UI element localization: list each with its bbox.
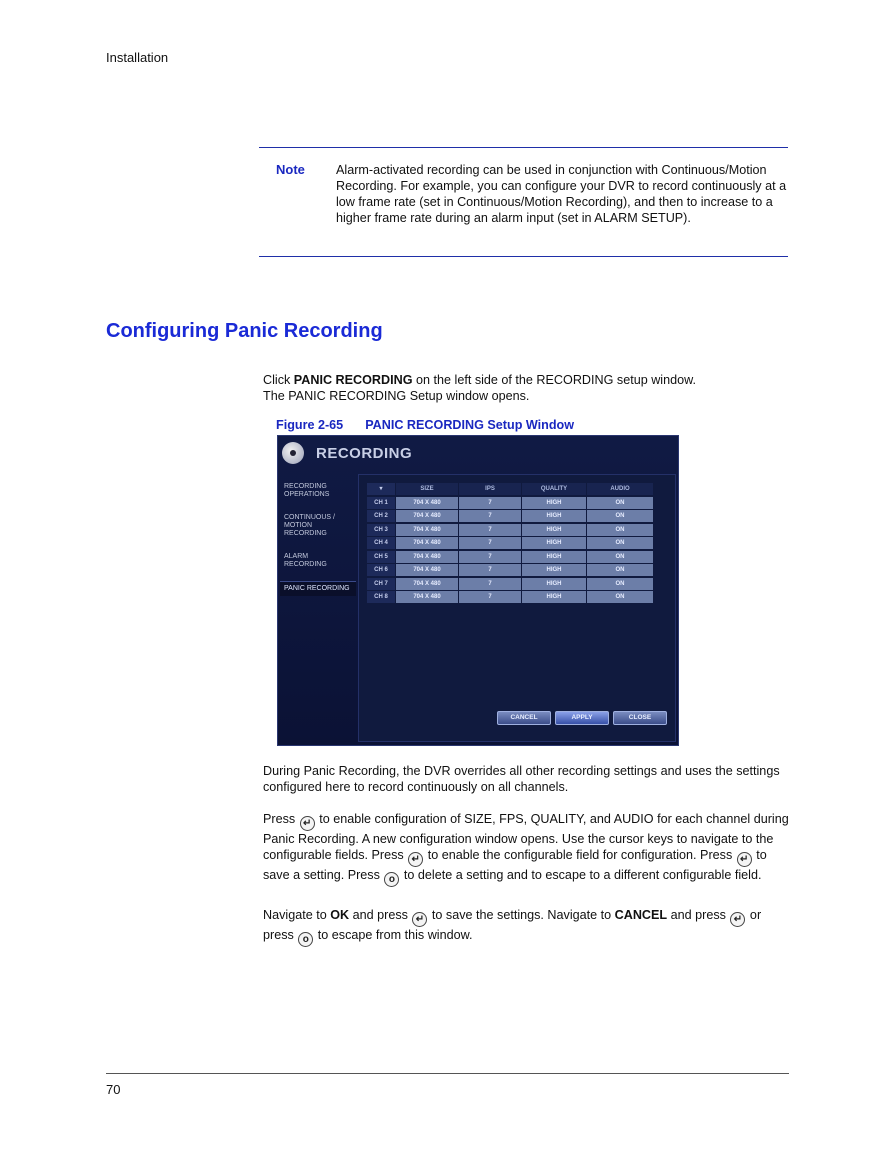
channel-label: CH 1: [367, 497, 395, 509]
ips-cell[interactable]: 7: [459, 524, 521, 536]
channel-settings-grid: [367, 483, 654, 605]
audio-cell[interactable]: ON: [587, 591, 653, 603]
quality-cell[interactable]: HIGH: [522, 591, 586, 603]
channel-row[interactable]: [367, 497, 654, 511]
config-text-4: to save a setting. Press: [263, 848, 767, 882]
audio-cell[interactable]: ON: [587, 551, 653, 563]
select-all-icon[interactable]: ▾: [367, 483, 395, 495]
size-cell[interactable]: 704 X 480: [396, 551, 458, 563]
audio-cell[interactable]: ON: [587, 497, 653, 509]
panic-description-paragraph: During Panic Recording, the DVR overrides all other recording settings and uses the settings configured here to record continuously on all channels.: [263, 764, 780, 794]
audio-cell[interactable]: ON: [587, 564, 653, 576]
config-text-5: to delete a setting and to escape to a different configurable field.: [400, 868, 762, 882]
dvr-sidebar: [280, 480, 356, 605]
intro-text-bold: PANIC RECORDING: [293, 373, 413, 387]
quality-cell[interactable]: HIGH: [522, 564, 586, 576]
ips-cell[interactable]: 7: [459, 497, 521, 509]
page-number: 70: [106, 1082, 121, 1097]
size-cell[interactable]: 704 X 480: [396, 564, 458, 576]
ips-cell[interactable]: 7: [459, 591, 521, 603]
dvr-window-title: RECORDING: [316, 445, 413, 462]
film-reel-icon: [282, 442, 304, 464]
running-header: Installation: [106, 50, 169, 65]
ips-cell[interactable]: 7: [459, 510, 521, 522]
quality-cell[interactable]: HIGH: [522, 510, 586, 522]
channel-row[interactable]: [367, 551, 654, 565]
ips-cell[interactable]: 7: [459, 537, 521, 549]
nav-text-1: Navigate to: [263, 908, 331, 922]
audio-cell[interactable]: ON: [587, 537, 653, 549]
section-title: Configuring Panic Recording: [106, 320, 383, 342]
channel-row[interactable]: [367, 578, 654, 592]
nav-text-2: and press: [349, 908, 412, 922]
enter-key-icon: ↵: [412, 912, 427, 927]
intro-text-line2: The PANIC RECORDING Setup window opens.: [263, 389, 530, 403]
close-button[interactable]: CLOSE: [613, 711, 667, 725]
quality-cell[interactable]: HIGH: [522, 578, 586, 590]
column-header-audio: AUDIO: [587, 483, 653, 495]
column-header-ips: IPS: [459, 483, 521, 495]
channel-row[interactable]: [367, 510, 654, 524]
quality-cell[interactable]: HIGH: [522, 524, 586, 536]
dvr-recording-window: [277, 435, 679, 746]
grid-header-row: [367, 483, 654, 497]
nav-text-4: and press: [667, 908, 730, 922]
figure-number: Figure 2-65: [276, 418, 344, 432]
nav-text-5: or press: [263, 908, 762, 942]
ips-cell[interactable]: 7: [459, 551, 521, 563]
column-header-size: SIZE: [396, 483, 458, 495]
figure-caption: [276, 418, 574, 432]
note-bottom-rule: [259, 256, 788, 257]
audio-cell[interactable]: ON: [587, 524, 653, 536]
nav-text-3: to save the settings. Navigate to: [428, 908, 615, 922]
grid-body: [367, 497, 654, 605]
channel-row[interactable]: [367, 524, 654, 538]
channel-label: CH 6: [367, 564, 395, 576]
size-cell[interactable]: 704 X 480: [396, 578, 458, 590]
channel-row[interactable]: [367, 537, 654, 551]
configuration-paragraph: [263, 811, 793, 887]
channel-label: CH 8: [367, 591, 395, 603]
size-cell[interactable]: 704 X 480: [396, 497, 458, 509]
apply-button[interactable]: APPLY: [555, 711, 609, 725]
quality-cell[interactable]: HIGH: [522, 551, 586, 563]
enter-key-icon: ↵: [730, 912, 745, 927]
note-top-rule: [259, 147, 788, 148]
enter-key-icon: ↵: [737, 852, 752, 867]
size-cell[interactable]: 704 X 480: [396, 537, 458, 549]
config-text-3: to enable the configurable field for configuration. Press: [424, 848, 736, 862]
cancel-button[interactable]: CANCEL: [497, 711, 551, 725]
size-cell[interactable]: 704 X 480: [396, 591, 458, 603]
intro-paragraph: [263, 372, 793, 404]
channel-label: CH 4: [367, 537, 395, 549]
config-text-2: to enable configuration of SIZE, FPS, QUALITY, and AUDIO for each channel during Panic Recording. A new configuration window opens. Use the cursor keys to navigate to the configurable fields. Press: [263, 812, 789, 862]
audio-cell[interactable]: ON: [587, 578, 653, 590]
note-text: Alarm-activated recording can be used in conjunction with Continuous/Motion Recording. For example, you can configure your DVR to record continuously at a low frame rate (set in Continuous/Motion Recording), and then to increase to a higher frame rate during an alarm input (set in ALARM SETUP).: [336, 163, 787, 225]
channel-row[interactable]: [367, 591, 654, 605]
channel-label: CH 5: [367, 551, 395, 563]
quality-cell[interactable]: HIGH: [522, 497, 586, 509]
footer-rule: [106, 1073, 789, 1074]
enter-key-icon: ↵: [300, 816, 315, 831]
figure-title: PANIC RECORDING Setup Window: [365, 418, 575, 432]
sidebar-item-panic-recording[interactable]: PANIC RECORDING: [280, 581, 356, 596]
dvr-button-bar: [497, 711, 667, 725]
nav-text-cancel: CANCEL: [614, 908, 668, 922]
config-text-1: Press: [263, 812, 299, 826]
column-header-quality: QUALITY: [522, 483, 586, 495]
channel-label: CH 7: [367, 578, 395, 590]
sidebar-item-alarm-recording[interactable]: ALARM RECORDING: [284, 553, 327, 568]
channel-label: CH 3: [367, 524, 395, 536]
intro-text-post: on the left side of the RECORDING setup window.: [412, 373, 697, 387]
escape-key-icon: o: [384, 872, 399, 887]
size-cell[interactable]: 704 X 480: [396, 510, 458, 522]
audio-cell[interactable]: ON: [587, 510, 653, 522]
navigation-paragraph: [263, 907, 793, 947]
ips-cell[interactable]: 7: [459, 564, 521, 576]
sidebar-item-continuous-motion[interactable]: CONTINUOUS / MOTION RECORDING: [284, 514, 335, 537]
note-label: Note: [276, 162, 305, 177]
nav-text-ok: OK: [330, 908, 350, 922]
quality-cell[interactable]: HIGH: [522, 537, 586, 549]
ips-cell[interactable]: 7: [459, 578, 521, 590]
dvr-settings-panel: [358, 474, 676, 742]
sidebar-item-recording-operations[interactable]: RECORDING OPERATIONS: [284, 483, 330, 498]
channel-label: CH 2: [367, 510, 395, 522]
channel-row[interactable]: [367, 564, 654, 578]
nav-text-6: to escape from this window.: [314, 928, 473, 942]
escape-key-icon: o: [298, 932, 313, 947]
intro-text-pre: Click: [263, 373, 294, 387]
size-cell[interactable]: 704 X 480: [396, 524, 458, 536]
enter-key-icon: ↵: [408, 852, 423, 867]
